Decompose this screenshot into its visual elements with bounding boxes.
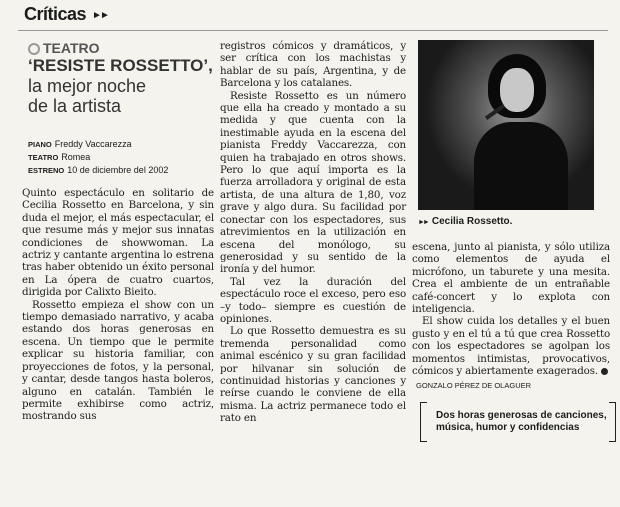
column-3 — [412, 40, 610, 442]
subhead-line-1: la mejor noche — [28, 76, 147, 96]
column-1 — [22, 40, 214, 423]
credit-piano: PIANO Freddy Vaccarezza — [28, 139, 132, 149]
paragraph-5: Tal vez la duración del espectáculo roce el exceso, pero eso –y todo– siempre es cuestión de opiniones. — [220, 275, 406, 325]
paragraph-1: Quinto espectáculo en solitario de Cecilia Rossetto en Barcelona, y sin duda el mejor, el más espectacular, el que resume más y mejor sus innatas condiciones de showwoman. La actriz y cantante argentina lo estrena tras haber obtenido un éxito personal en La ópera de cuatro cuartos, dirigida por Calixto Bieito. — [22, 187, 214, 299]
section-arrow-icon: ►► — [92, 9, 108, 21]
header-rule — [18, 30, 608, 31]
credit-premiere: ESTRENO 10 de diciembre del 2002 — [28, 165, 169, 175]
paragraph-3: registros cómicos y dramáticos, y ser crítica con los machistas y hablar de su país, Argentina, y de Barcelona y los catalanes. — [220, 40, 406, 90]
section-title: Críticas ►► — [24, 4, 108, 24]
paragraph-7: escena, junto al pianista, y sólo utiliza como elementos de ayuda el micrófono, un taburete y una mesita. Crea el ambiente de un entrañable café-concert y lo explota con inteligencia. — [412, 241, 610, 316]
paragraph-8: El show cuida los detalles y el buen gusto y en el tú a tú que crea Rossetto con los espectadores se agolpan los momentos intimistas, provocativos, cómicos y abiertamente exagerados. — [412, 315, 610, 378]
caption-arrow-icon: ►► — [418, 219, 428, 226]
column-2 — [220, 40, 406, 425]
paragraph-2: Rossetto empieza el show con un tiempo demasiado narrativo, y acaba estando dos horas generosas en escena. Un tiempo que le permite explicar su historia familiar, con proyecciones de fotos, y la personal, y cantar, desde tangos hasta boleros, alguno en catalán. También le permite exhibirse como actriz, mostrando sus — [22, 298, 214, 423]
subhead-line-2: de la artista — [28, 96, 122, 116]
ring-icon — [28, 43, 40, 55]
credits — [28, 138, 214, 177]
author: GONZALO PÉREZ DE OLAGUER — [416, 381, 532, 391]
photo-caption: ►► Cecilia Rossetto. — [418, 216, 513, 227]
end-mark-icon — [601, 368, 608, 375]
artist-photo — [418, 40, 594, 210]
headline: ‘RESISTE ROSSETTO’, — [28, 56, 213, 75]
paragraph-6: Lo que Rossetto demuestra es su tremenda personalidad como animal escénico y su gran facilidad por hilvanar sin solución de continuidad historias y canciones y reírse cuando le conviene de ella misma. La actriz permanece todo el rato en — [220, 325, 406, 425]
credit-theatre: TEATRO Romea — [28, 152, 91, 162]
pull-quote: Dos horas generosas de canciones, música, humor y confidencias — [420, 402, 616, 442]
rubric: TEATRO — [28, 40, 214, 56]
paragraph-4: Resiste Rossetto es un número que ella ha creado y montado a su medida y que cuenta con la inestimable ayuda en la escena del pianista Freddy Vaccarezza, con quien ha trabajado en otros shows. Pero lo que aquí importa es la fuerza arrolladora y original de esta artista, de una altura de 1,80, voz grave y algo dura. Su facilidad por conectar con los espectadores, sus atrevimientos en la utilización en escena del monólogo, su generosidad y su sentido de la ironía y del humor. — [220, 89, 406, 276]
